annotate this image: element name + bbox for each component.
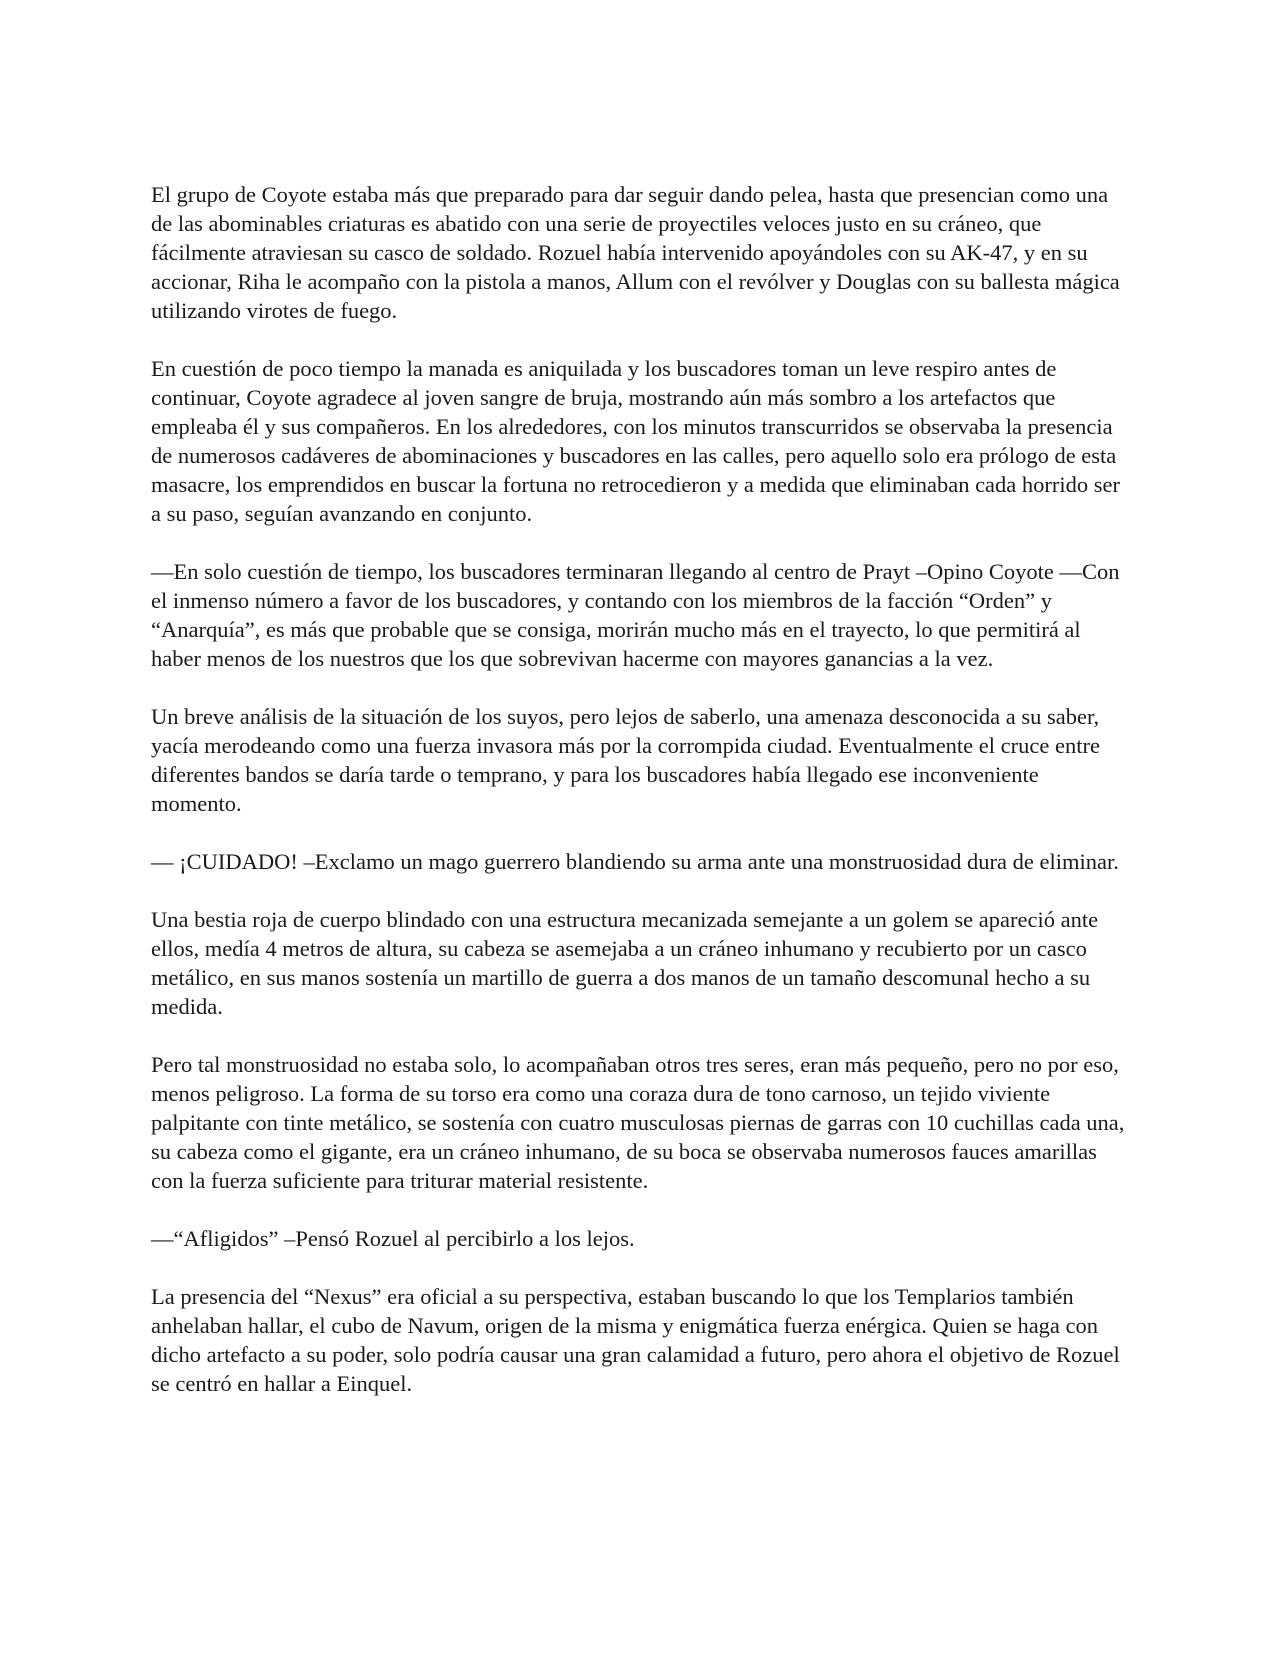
paragraph-5: — ¡CUIDADO! –Exclamo un mago guerrero blandiendo su arma ante una monstruosidad dura de eliminar.	[151, 849, 1119, 874]
paragraph-2: En cuestión de poco tiempo la manada es aniquilada y los buscadores toman un leve respiro antes de continuar, Coyote agradece al joven sangre de bruja, mostrando aún más sombro a los artefactos que empleaba él y sus compañeros. En los alrededores, con los minutos transcurridos se observaba la presencia de numerosos cadáveres de abominaciones y buscadores en las calles, pero aquello solo era prólogo de esta masacre, los emprendidos en buscar la fortuna no retrocedieron y a medida que eliminaban cada horrido ser a su paso, seguían avanzando en conjunto.	[151, 356, 1120, 526]
document-body	[151, 180, 1131, 1427]
paragraph-4: Un breve análisis de la situación de los suyos, pero lejos de saberlo, una amenaza desconocida a su saber, yacía merodeando como una fuerza invasora más por la corrompida ciudad. Eventualmente el cruce entre diferentes bandos se daría tarde o temprano, y para los buscadores había llegado ese inconveniente momento.	[151, 704, 1100, 816]
paragraph-9: La presencia del “Nexus” era oficial a su perspectiva, estaban buscando lo que los Templarios también anhelaban hallar, el cubo de Navum, origen de la misma y enigmática fuerza enérgica. Quien se haga con dicho artefacto a su poder, solo podría causar una gran calamidad a futuro, pero ahora el objetivo de Rozuel se centró en hallar a Einquel.	[151, 1284, 1120, 1396]
paragraph-8: —“Afligidos” –Pensó Rozuel al percibirlo a los lejos.	[151, 1226, 635, 1251]
paragraph-3: —En solo cuestión de tiempo, los buscadores terminaran llegando al centro de Prayt –Opino Coyote —Con el inmenso número a favor de los buscadores, y contando con los miembros de la facción “Orden” y “Anarquía”, es más que probable que se consiga, morirán mucho más en el trayecto, lo que permitirá al haber menos de los nuestros que los que sobrevivan hacerme con mayores ganancias a la vez.	[151, 559, 1120, 671]
paragraph-6: Una bestia roja de cuerpo blindado con una estructura mecanizada semejante a un golem se apareció ante ellos, medía 4 metros de altura, su cabeza se asemejaba a un cráneo inhumano y recubierto por un casco metálico, en sus manos sostenía un martillo de guerra a dos manos de un tamaño descomunal hecho a su medida.	[151, 907, 1099, 1019]
paragraph-1: El grupo de Coyote estaba más que preparado para dar seguir dando pelea, hasta que presencian como una de las abominables criaturas es abatido con una serie de proyectiles veloces justo en su cráneo, que fácilmente atraviesan su casco de soldado. Rozuel había intervenido apoyándoles con su AK-47, y en su accionar, Riha le acompaño con la pistola a manos, Allum con el revólver y Douglas con su ballesta mágica utilizando virotes de fuego.	[151, 182, 1120, 323]
paragraph-7: Pero tal monstruosidad no estaba solo, lo acompañaban otros tres seres, eran más pequeño, pero no por eso, menos peligroso. La forma de su torso era como una coraza dura de tono carnoso, un tejido viviente palpitante con tinte metálico, se sostenía con cuatro musculosas piernas de garras con 10 cuchillas cada una, su cabeza como el gigante, era un cráneo inhumano, de su boca se observaba numerosos fauces amarillas con la fuerza suficiente para triturar material resistente.	[151, 1052, 1125, 1193]
